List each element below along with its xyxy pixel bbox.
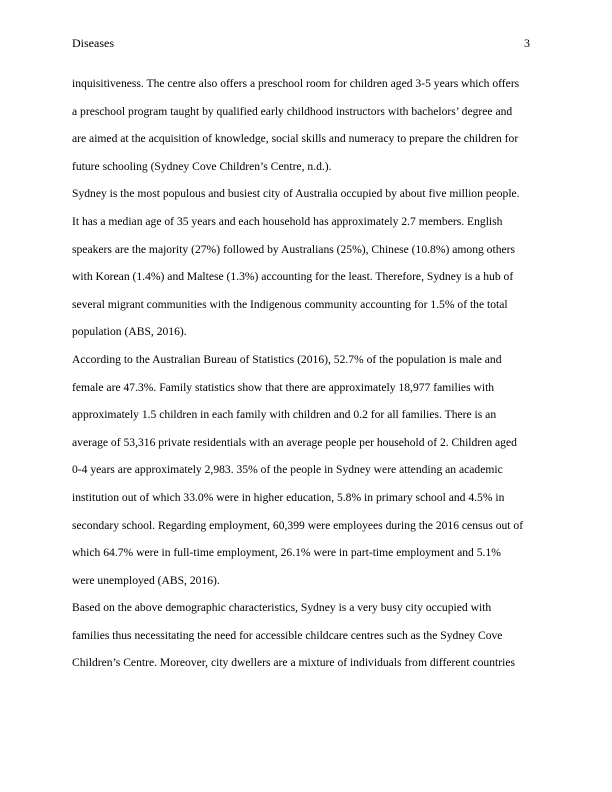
body-text: [72, 70, 544, 677]
text-line: 0-4 years are approximately 2,983. 35% of the people in Sydney were attending an academic: [72, 463, 503, 477]
running-header-title: Diseases: [72, 36, 114, 50]
text-line: It has a median age of 35 years and each household has approximately 2.7 members. English: [72, 214, 503, 228]
text-line: average of 53,316 private residentials with an average people per household of 2. Children aged: [72, 435, 517, 449]
text-line: population (ABS, 2016).: [72, 325, 187, 339]
text-line: institution out of which 33.0% were in higher education, 5.8% in primary school and 4.5% in: [72, 490, 505, 504]
paragraph-3: [72, 346, 544, 594]
text-line: which 64.7% were in full-time employment, 26.1% were in part-time employment and 5.1%: [72, 546, 501, 560]
text-line: a preschool program taught by qualified early childhood instructors with bachelors’ degree and: [72, 104, 513, 118]
paragraph-1: [72, 70, 544, 180]
paragraph-4: [72, 594, 544, 677]
text-line: several migrant communities with the Indigenous community accounting for 1.5% of the total: [72, 297, 508, 311]
text-line: future schooling (Sydney Cove Children’s Centre, n.d.).: [72, 159, 332, 173]
text-line: Children’s Centre. Moreover, city dwellers are a mixture of individuals from different countries: [72, 656, 515, 670]
text-line: were unemployed (ABS, 2016).: [72, 573, 220, 587]
text-line: secondary school. Regarding employment, 60,399 were employees during the 2016 census out of: [72, 518, 524, 532]
text-line: Based on the above demographic characteristics, Sydney is a very busy city occupied with: [72, 601, 492, 615]
text-line: Sydney is the most populous and busiest city of Australia occupied by about five million people.: [72, 187, 520, 201]
text-line: According to the Australian Bureau of Statistics (2016), 52.7% of the population is male and: [72, 352, 502, 366]
text-line: inquisitiveness. The centre also offers a preschool room for children aged 3-5 years which offers: [72, 77, 520, 90]
text-line: with Korean (1.4%) and Maltese (1.3%) accounting for the least. Therefore, Sydney is a hub of: [72, 270, 514, 284]
text-line: approximately 1.5 children in each family with children and 0.2 for all families. There is an: [72, 408, 497, 422]
text-line: female are 47.3%. Family statistics show that there are approximately 18,977 families with: [72, 380, 495, 394]
text-line: are aimed at the acquisition of knowledge, social skills and numeracy to prepare the children for: [72, 132, 519, 146]
text-line: speakers are the majority (27%) followed by Australians (25%), Chinese (10.8%) among others: [72, 242, 516, 256]
text-line: families thus necessitating the need for accessible childcare centres such as the Sydney Cove: [72, 628, 503, 642]
paragraph-2: [72, 180, 544, 346]
page-number: 3: [524, 36, 530, 50]
